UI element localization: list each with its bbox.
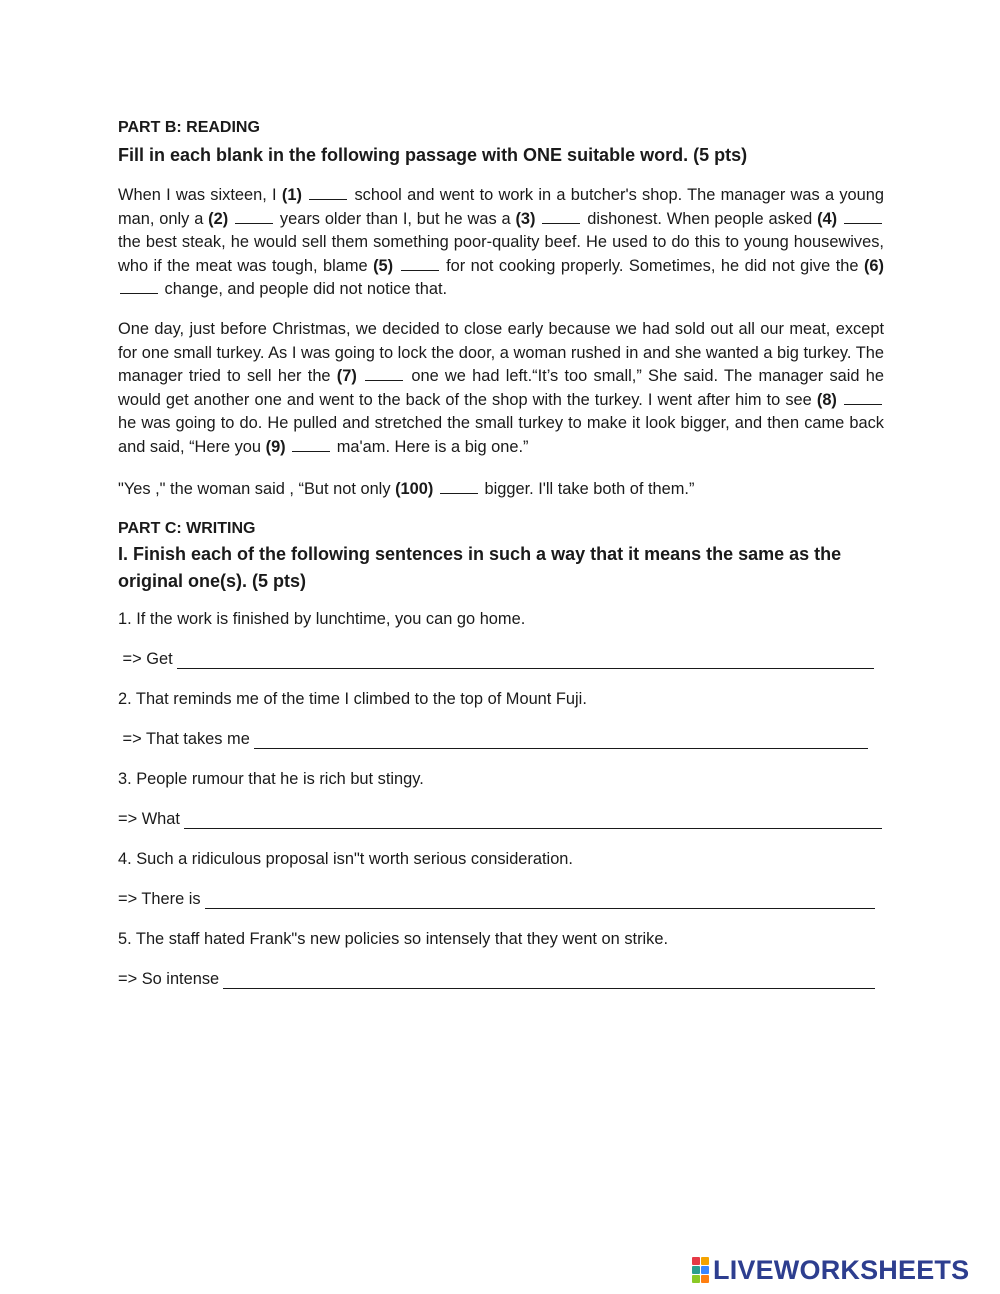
blank-7[interactable] <box>365 366 403 381</box>
answer-line-2[interactable] <box>254 732 868 749</box>
logo-text: LIVEWORKSHEETS <box>713 1254 970 1285</box>
blank-6[interactable] <box>120 279 158 294</box>
logo-square <box>701 1275 709 1283</box>
answer-line-4[interactable] <box>205 892 875 909</box>
answer-line-1[interactable] <box>177 652 874 669</box>
passage-paragraph-2: One day, just before Christmas, we decided to close early because we had sold out all our meat, except for one small turkey. As I was going to lock the door, a woman rushed in and she wanted a big turkey. The manager tried to sell her the (7) one we had left.“It’s too small,” She said. The manager said he would get another one and went to the back of the shop with the turkey. I went after him to see (8) he was going to do. He pulled and stretched the small turkey to make it look bigger, and then came back and said, “Here you (9) ma'am. Here is a big one.” <box>118 319 884 456</box>
rewrite-answer-5: => So intense <box>118 969 875 989</box>
answer-line-3[interactable] <box>184 812 882 829</box>
logo-square <box>692 1266 700 1274</box>
rewrite-answer-1: => Get <box>118 649 874 669</box>
rewrite-answer-2: => That takes me <box>118 729 868 749</box>
part-c-title: PART C: WRITING <box>118 520 256 538</box>
rewrite-answer-4: => There is <box>118 889 875 909</box>
rewrite-sentence-2: 2. That reminds me of the time I climbed to the top of Mount Fuji. <box>118 690 587 709</box>
rewrite-sentence-1: 1. If the work is finished by lunchtime, you can go home. <box>118 610 526 629</box>
rewrite-sentence-4: 4. Such a ridiculous proposal isn"t worth serious consideration. <box>118 850 573 869</box>
logo-square <box>701 1266 709 1274</box>
blank-number-3: (3) <box>515 209 536 228</box>
passage-paragraph-1: When I was sixteen, I (1) school and went to work in a butcher's shop. The manager was a young man, only a (2) years older than I, but he was a (3) dishonest. When people asked (4) the best steak, he would sell them something poor-quality beef. He used to do this to young housewives, who if the meat was tough, blame (5) for not cooking properly. Sometimes, he did not give the (6) change, and people did not notice that. <box>118 186 884 299</box>
passage-paragraph-3: "Yes ," the woman said , “But not only (100) bigger. I'll take both of them.” <box>118 479 695 498</box>
blank-9[interactable] <box>292 437 330 452</box>
rewrite-sentence-3: 3. People rumour that he is rich but stingy. <box>118 770 424 789</box>
liveworksheets-logo <box>692 1255 969 1285</box>
blank-number-9: (9) <box>265 437 286 456</box>
blank-10[interactable] <box>440 479 478 494</box>
blank-3[interactable] <box>542 209 580 224</box>
blank-1[interactable] <box>309 185 347 200</box>
blank-4[interactable] <box>844 209 882 224</box>
blank-number-2: (2) <box>208 209 229 228</box>
blank-number-4: (4) <box>817 209 838 228</box>
part-b-instruction: Fill in each blank in the following passage with ONE suitable word. (5 pts) <box>118 145 748 165</box>
blank-2[interactable] <box>235 209 273 224</box>
rewrite-items <box>118 609 884 989</box>
blank-number-7: (7) <box>336 367 357 386</box>
logo-square <box>692 1257 700 1265</box>
logo-square <box>701 1257 709 1265</box>
answer-line-5[interactable] <box>223 972 875 989</box>
part-b-title: PART B: READING <box>118 119 260 136</box>
blank-5[interactable] <box>401 256 439 271</box>
blank-number-10: (100) <box>395 479 434 498</box>
worksheet-page <box>118 118 884 989</box>
blank-8[interactable] <box>844 390 882 405</box>
blank-number-6: (6) <box>863 256 884 275</box>
rewrite-answer-3: => What <box>118 809 882 829</box>
blank-number-1: (1) <box>281 186 302 204</box>
blank-number-5: (5) <box>373 256 394 275</box>
blank-number-8: (8) <box>816 390 837 409</box>
logo-icon <box>692 1257 709 1283</box>
part-c-instruction: I. Finish each of the following sentences in such a way that it means the same as the original one(s). (5 pts) <box>118 544 842 592</box>
rewrite-sentence-5: 5. The staff hated Frank"s new policies so intensely that they went on strike. <box>118 930 669 949</box>
logo-square <box>692 1275 700 1283</box>
